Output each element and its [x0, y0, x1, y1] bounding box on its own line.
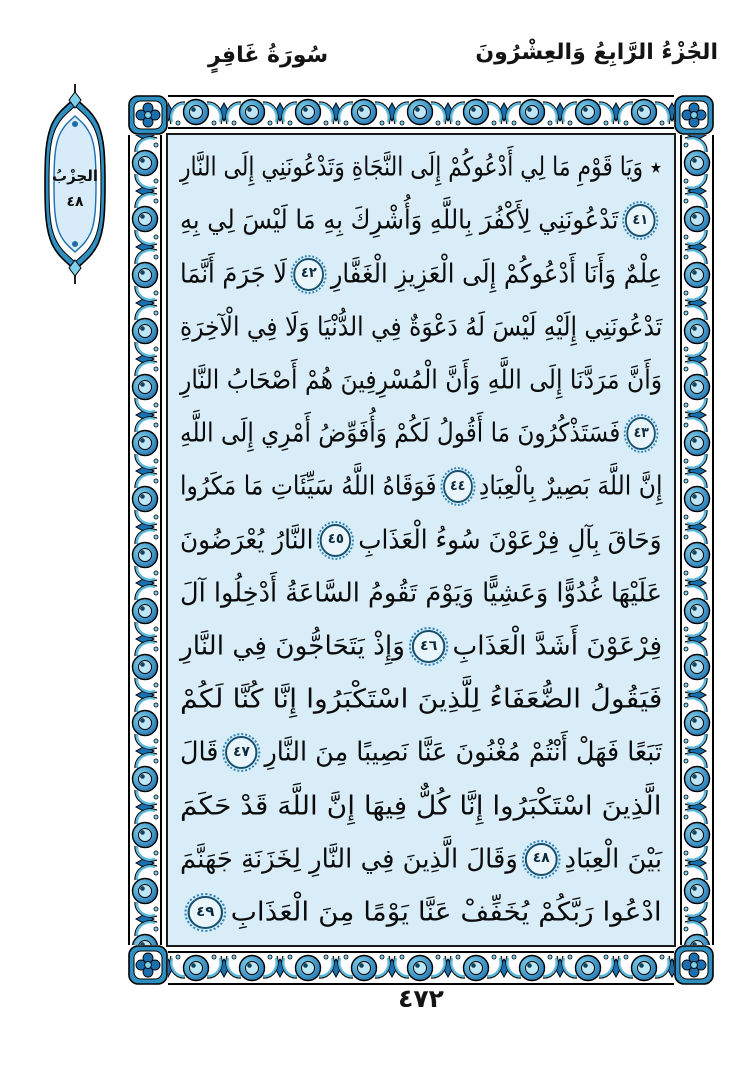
ayah-marker: ٤٤ [442, 470, 472, 503]
frame-corner-rosette-icon [128, 95, 168, 135]
verse-text: فَيَقُولُ الضُّعَفَاءُ لِلَّذِينَ اسْتَكْبَرُوا إِنَّا كُنَّا لَكُمْ [179, 684, 662, 715]
verse-text: إِنَّ اللَّهَ بَصِيرٌ بِالْعِبَادِ [478, 471, 662, 502]
verse-text: فِرْعَوْنَ أَشَدَّ الْعَذَابِ [452, 631, 662, 662]
verse-text: قَالَ [179, 737, 219, 768]
verse-text: ٭ وَيَا قَوْمِ مَا لِي أَدْعُوكُمْ إِلَى النَّجَاةِ وَتَدْعُونَنِي إِلَى النَّارِ [180, 152, 662, 183]
ayah-marker: ٤٥ [321, 524, 352, 557]
quran-line [180, 360, 662, 401]
verse-text: عَلَيْهَا غُدُوًّا وَعَشِيًّا وَيَوْمَ تَقُومُ السَّاعَةُ أَدْخِلُوا آلَ [180, 578, 662, 609]
frame-border-top [168, 95, 674, 129]
frame-corner-rosette-icon [674, 945, 714, 985]
hizb-ornament-icon [36, 84, 114, 284]
quran-line [180, 520, 662, 561]
quran-line [180, 839, 662, 880]
ayah-marker: ٤١ [625, 204, 656, 237]
ayah-marker: ٤٦ [412, 630, 445, 663]
verse-text: تَدْعُونَنِي لِأَكْفُرَ بِاللَّهِ وَأُشْرِكَ بِهِ مَا لَيْسَ لِي بِهِ [179, 205, 619, 236]
quran-line [180, 786, 662, 827]
ayah-marker: ٤٣ [626, 417, 655, 450]
ayah-marker: ٤٨ [525, 843, 558, 876]
verse-text: وَأَنَّ مَرَدَّنَا إِلَى اللَّهِ وَأَنَّ الْمُسْرِفِينَ هُمْ أَصْحَابُ النَّارِ [179, 365, 662, 396]
verse-text: فَسَتَذْكُرُونَ مَا أَقُولُ لَكُمْ وَأُفَوِّضُ أَمْرِي إِلَى اللَّهِ [179, 418, 621, 449]
verse-text: ادْعُوا رَبَّكُمْ يُخَفِّفْ عَنَّا يَوْمًا مِنَ الْعَذَابِ [230, 897, 662, 928]
quran-line [180, 254, 662, 295]
verse-text: فَوَقَاهُ اللَّهُ سَيِّئَاتِ مَا مَكَرُوا [179, 471, 437, 502]
quran-line [180, 892, 662, 933]
verse-text: تَبَعًا فَهَلْ أَنْتُمْ مُغْنُونَ عَنَّا نَصِيبًا مِنَ النَّارِ [264, 737, 662, 768]
frame-border-right [680, 135, 714, 945]
hizb-medallion [36, 84, 114, 284]
quran-line [180, 626, 662, 667]
decorative-frame [128, 95, 714, 985]
quran-line [180, 573, 662, 614]
quran-line [180, 679, 662, 720]
frame-corner-rosette-icon [674, 95, 714, 135]
frame-border-bottom [168, 951, 674, 985]
quran-lines [180, 141, 662, 939]
quran-line [180, 732, 662, 773]
quran-line [180, 466, 662, 507]
text-panel [166, 133, 676, 947]
quran-line [180, 147, 662, 188]
verse-text: النَّارُ يُعْرَضُونَ [180, 524, 314, 555]
ayah-marker: ٤٢ [293, 258, 324, 291]
verse-text: وَحَاقَ بِآلِ فِرْعَوْنَ سُوءُ الْعَذَابِ [358, 524, 662, 555]
verse-text: تَدْعُونَنِي إِلَيْهِ لَيْسَ لَهُ دَعْوَةٌ فِي الدُّنْيَا وَلَا فِي الْآخِرَةِ [179, 312, 662, 343]
verse-text: الَّذِينَ اسْتَكْبَرُوا إِنَّا كُلٌّ فِيهَا إِنَّ اللَّهَ قَدْ حَكَمَ [180, 790, 662, 821]
frame-corner-rosette-icon [128, 945, 168, 985]
verse-text: وَقَالَ الَّذِينَ فِي النَّارِ لِخَزَنَةِ جَهَنَّمَ [179, 844, 518, 875]
quran-line [180, 200, 662, 241]
verse-text: عِلْمٌ وَأَنَا أَدْعُوكُمْ إِلَى الْعَزِيزِ الْغَفَّارِ [330, 258, 662, 289]
quran-line [180, 413, 662, 454]
verse-text: بَيْنَ الْعِبَادِ [564, 844, 662, 875]
hizb-label: الحِزْبُ [52, 167, 98, 185]
quran-line [180, 307, 662, 348]
ayah-marker: ٤٩ [188, 896, 224, 929]
hizb-number: ٤٨ [66, 194, 84, 210]
frame-border-left [128, 135, 162, 945]
surah-title: سُورَةُ غَافِرٍ [208, 43, 329, 68]
juz-title: الجُزْءُ الرَّابِعُ وَالعِشْرُونَ [475, 40, 718, 65]
verse-text: وَإِذْ يَتَحَاجُّونَ فِي النَّارِ [179, 631, 405, 662]
ayah-marker: ٤٧ [225, 736, 257, 769]
page-number: ٤٧٢ [398, 984, 444, 1013]
verse-text: لَا جَرَمَ أَنَّمَا [179, 258, 287, 289]
